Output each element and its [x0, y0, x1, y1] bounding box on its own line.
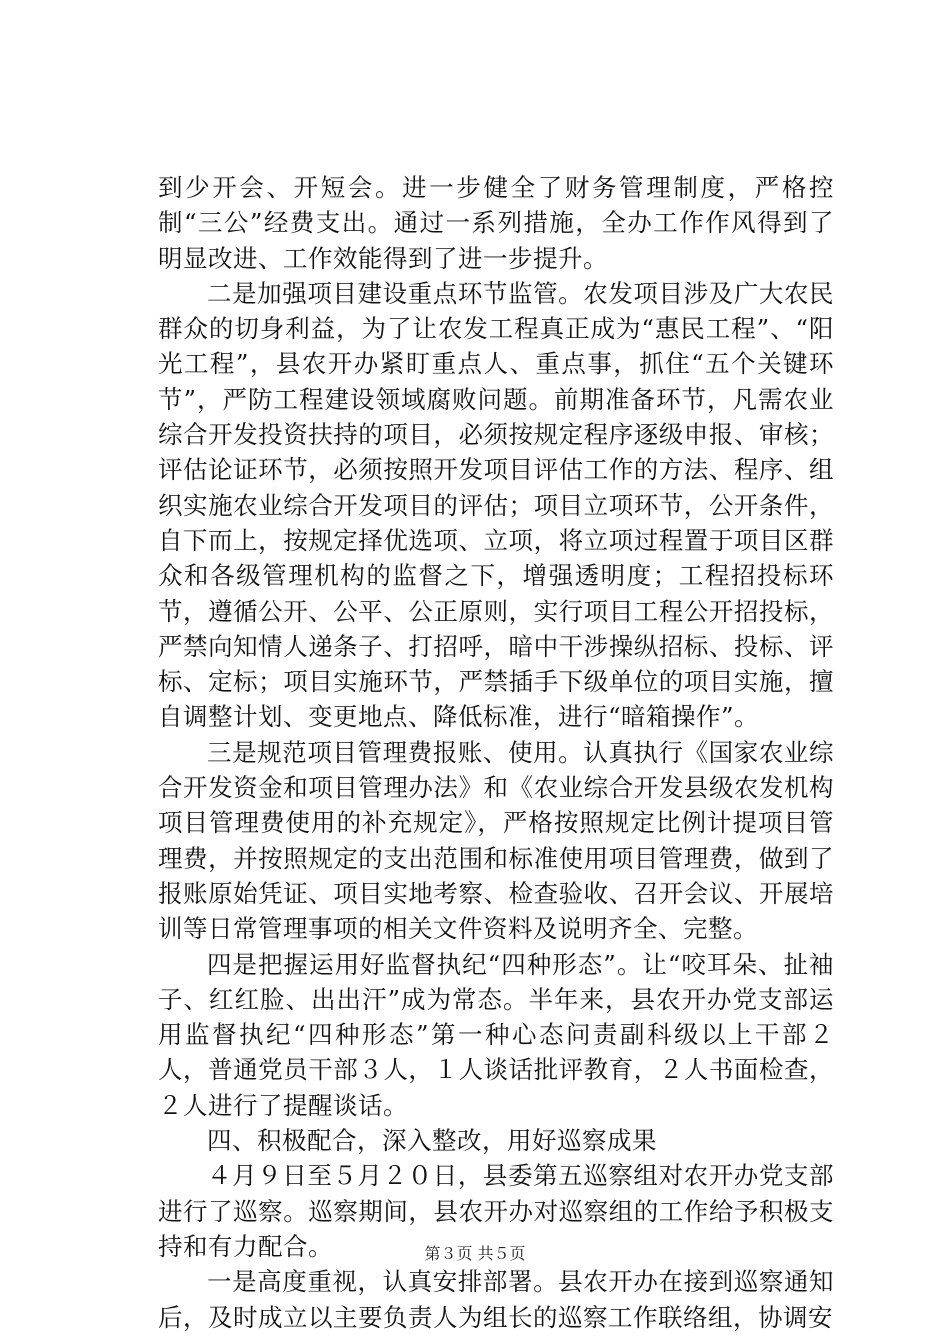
paragraph-5: ４月９日至５月２０日，县委第五巡察组对农开办党支部进行了巡察。巡察期间，县农开办对巡察组的工作给予积极支持和有力配合。	[158, 1161, 834, 1261]
paragraph-2: 二是加强项目建设重点环节监管。农发项目涉及广大农民群众的切身利益，为了让农发工程真正成为“惠民工程”、“阳光工程”，县农开办紧盯重点人、重点事，抓住“五个关键环节”，严防工程建设领域腐败问题。前期准备环节，凡需农业综合开发投资扶持的项目，必须按规定程序逐级申报、审核；评估论证环节，必须按照开发项目评估工作的方法、程序、组织实施农业综合开发项目的评估；项目立项环节，公开条件，自下而上，按规定择优选项、立项，将立项过程置于项目区群众和各级管理机构的监督之下，增强透明度；工程招投标环节，遵循公开、公平、公正原则，实行项目工程公开招投标，严禁向知情人递条子、打招呼，暗中干涉操纵招标、投标、评标、定标；项目实施环节，严禁插手下级单位的项目实施，擅自调整计划、变更地点、降低标准，进行“暗箱操作”。	[158, 278, 834, 732]
paragraph-3: 三是规范项目管理费报账、使用。认真执行《国家农业综合开发资金和项目管理办法》和《农业综合开发县级农发机构项目管理费使用的补充规定》，严格按照规定比例计提项目管理费，并按照规定的支出范围和标准使用项目管理费，做到了报账原始凭证、项目实地考察、检查验收、召开会议、开展培训等日常管理事项的相关文件资料及说明齐全、完整。	[158, 737, 834, 944]
document-body	[158, 170, 834, 1335]
paragraph-6: 一是高度重视，认真安排部署。县农开办在接到巡察通知后，及时成立以主要负责人为组长的巡察工作联络组，协调安	[158, 1267, 834, 1332]
paragraph-1: 到少开会、开短会。进一步健全了财务管理制度，严格控制“三公”经费支出。通过一系列措施，全办工作作风得到了明显改进、工作效能得到了进一步提升。	[158, 173, 834, 273]
page-number-footer: 第３页 共５页	[424, 1244, 526, 1263]
paragraph-4: 四是把握运用好监督执纪“四种形态”。让“咬耳朵、扯袖子、红红脸、出出汗”成为常态。半年来，县农开办党支部运用监督执纪“四种形态”第一种心态问责副科级以上干部２人，普通党员干部３人，１人谈话批评教育，２人书面检查，２人进行了提醒谈话。	[158, 949, 834, 1120]
section-heading: 四、积极配合，深入整改，用好巡察成果	[207, 1126, 657, 1156]
